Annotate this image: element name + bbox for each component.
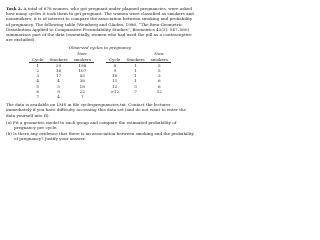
table-cell: 6	[158, 78, 161, 84]
table-cell: 12	[112, 83, 118, 89]
table-cell: 17	[55, 73, 62, 79]
table-cell: 1	[134, 73, 137, 79]
table-cell	[106, 94, 123, 99]
table-cell: 7	[36, 94, 40, 100]
table-cell: 7	[134, 88, 137, 94]
task-intro-text: A total of 678 women, who got pregnant under planned pregnancies, were asked how many cycles it took them to get pregnant. The women were classified as smokers and nonsmokers; it is of interest to compare the association between smoking and probability of pregnancy. The following table (Weinberg and Gladen, 1986, “The Beta-Geometric Distribution Applied to Comparative Fecundability Studies”, Biometrics 42(3): 547–560) summarizes part of the data (essentially, women who had used the pill as a contraceptive are excluded).	[6, 6, 194, 43]
table-cell: 3	[57, 83, 60, 89]
table-cell: 8	[113, 62, 117, 68]
observed-cycles-table	[29, 51, 171, 99]
table-cell: >12	[110, 88, 120, 94]
table-cell: 1	[134, 68, 137, 74]
table-cell: 3	[36, 73, 40, 79]
header-smokers-left: Smokers	[46, 57, 70, 63]
table-cell: 38	[79, 78, 85, 84]
header-nonsmokers-left: smokers	[71, 57, 94, 63]
header-cycle-right: Cycle	[106, 57, 123, 63]
table-cell: 29	[55, 62, 62, 68]
table-cell: 18	[79, 83, 85, 89]
table-cell: 4	[36, 78, 40, 84]
table-cell: 7	[80, 94, 84, 100]
header-top-6: Non-	[154, 51, 165, 57]
table-cell: 2	[36, 68, 40, 74]
table-cell: 3	[158, 73, 161, 79]
table-caption: Observed cycles to pregnancy	[68, 45, 132, 51]
data-availability-note: The data is available on LMS in file cyclespregnancies.txt. Contact the lecturer immediately if you have difficulty accessing this data set (and do not want to enter the data yourself into R).	[6, 102, 186, 118]
table-cell: 12	[156, 88, 162, 94]
table-cell: 11	[112, 78, 118, 84]
task-intro	[6, 6, 194, 42]
table-cell: 1	[36, 62, 40, 68]
table-cell: 6	[36, 88, 40, 94]
table-cell: 107	[78, 68, 87, 74]
table-cell: 1	[134, 78, 137, 84]
table-cell: 198	[78, 62, 87, 68]
document-page	[0, 0, 200, 172]
table-cell: 55	[79, 73, 85, 79]
table-cell: 5	[36, 83, 40, 89]
table-cell: 3	[134, 83, 137, 89]
table-cell: 5	[158, 68, 161, 74]
table-cell	[123, 94, 147, 99]
table-cell: 5	[158, 62, 161, 68]
table-cell: 6	[158, 83, 161, 89]
table-cell: 16	[55, 68, 62, 74]
task-label: Task 2.	[6, 6, 23, 11]
table-cell: 9	[113, 68, 117, 74]
table-cell: 1	[134, 62, 137, 68]
table-cell: 4	[57, 78, 60, 84]
table-cell: 10	[112, 73, 118, 79]
header-top-3: Non-	[77, 51, 88, 57]
table-cell	[148, 94, 171, 99]
table-cell: 9	[57, 88, 60, 94]
question-b: (b) Is there any evidence that there is an association between smoking and the probability of pregnancy? Justify your answer.	[6, 131, 194, 142]
table-cell: 22	[79, 88, 85, 94]
question-a: (a) Fit a geometric model to each group and compare the estimated probability of pregnancy per cycle.	[6, 119, 177, 131]
header-nonsmokers-right: smokers	[148, 57, 171, 63]
header-smokers-right: Smokers	[123, 57, 147, 63]
table-cell: 4	[57, 94, 60, 100]
header-cycle-left: Cycle	[29, 57, 46, 63]
table-row	[29, 94, 171, 99]
